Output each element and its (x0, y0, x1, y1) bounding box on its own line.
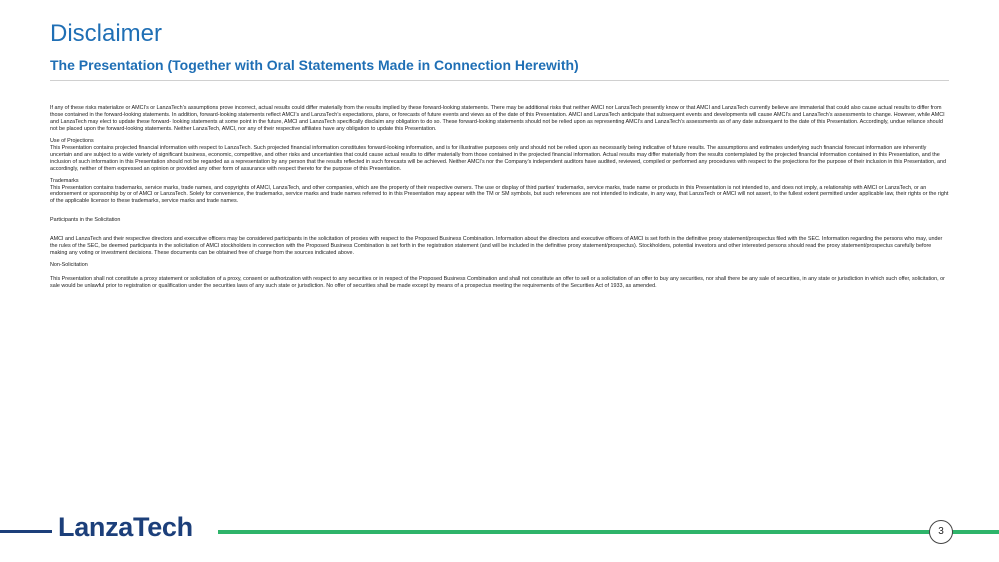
page-number: 3 (929, 520, 953, 544)
footer-bar-right (218, 530, 999, 534)
projections-paragraph: This Presentation contains projected financial information with respect to LanzaTech. Such projected financial information constitutes forward-looking information, and is for illustrative purposes only and should not be relied upon as necessarily being indicative of future results. The assumptions and estimates underlying such financial forecast information are inherently uncertain and are subject to a wide variety of significant business, economic, competitive, and other risks and uncertainties that could cause actual results to differ materially from those contained in the projected financial information. Actual results may differ materially from the results contemplated by the projected financial information contained in this Presentation, and the inclusion of such information in this Presentation should not be regarded as a representation by any person that the results reflected in such forecasts will be achieved. Neither AMCI’s nor the Company’s independent auditors have audited, reviewed, compiled or performed any procedures with respect to the projections for the purpose of their inclusion in this Presentation, and accordingly, neither of them expressed an opinion or provided any other form of assurance with respect thereto for the purpose of this Presentation. (50, 144, 947, 172)
intro-paragraph: If any of these risks materialize or AMCI’s or LanzaTech’s assumptions prove incorrect, actual results could differ materially from the results implied by these forward-looking statements. There may be additional risks that neither AMCI nor LanzaTech presently know or that AMCI and LanzaTech currently believe are immaterial that could also cause actual results to differ from those contained in the forward-looking statements. In addition, forward-looking statements reflect AMCI’s and LanzaTech’s expectations, plans, or forecasts of future events and views as of the date of this Presentation. AMCI and LanzaTech anticipate that subsequent events and developments will cause AMCI’s and LanzaTech’s assessments to change. However, while AMCI and LanzaTech may elect to update these forward- looking statements at some point in the future, AMCI and LanzaTech specifically disclaim any obligation to do so. These forward-looking statements should not be relied upon as representing AMCI’s and LanzaTech’s assessments as of any date subsequent to the date of this Presentation. Accordingly, undue reliance should not be placed upon the forward-looking statements. Neither LanzaTech, AMCI, nor any of their respective affiliates have any obligation to update this Presentation. (50, 105, 945, 132)
trademarks-paragraph: This Presentation contains trademarks, service marks, trade names, and copyrights of AMCI, LanzaTech, and other companies, which are the property of their respective owners. The use or display of third parties’ trademarks, service marks, trade name or products in this Presentation is not intended to, and does not imply, a relationship with AMCI or LanzaTech, or an endorsement or sponsorship by or of AMCI or LanzaTech. Solely for convenience, the trademarks, service marks and trade names referred to in this Presentation may appear with the TM or SM symbols, but such references are not intended to indicate, in any way, that LanzaTech or AMCI will not assert, to the fullest extent permitted under applicable law, their rights or the right of the applicable licensor to these trademarks, service marks and trade names. (50, 184, 949, 205)
page-title: Disclaimer (50, 20, 163, 47)
participants-paragraph: AMCI and LanzaTech and their respective directors and executive officers may be considered participants in the solicitation of proxies with respect to the Proposed Business Combination. Information about the directors and executive officers of AMCI is set forth in the definitive proxy statement/prospectus filed with the SEC. Information regarding the persons who may, under the rules of the SEC, be deemed participants in the solicitation of AMCI stockholders in connection with the Proposed Business Combination is set forth in the registration statement (and will be included in the definitive proxy statement/prospectus). Stockholders, potential investors and other interested persons should read the proxy statement/prospectus carefully before making any voting or investment decisions. These documents can be obtained free of charge from the sources indicated above. (50, 236, 943, 257)
nonsolicitation-heading: Non-Solicitation (50, 262, 88, 269)
trademarks-heading: Trademarks (50, 177, 79, 184)
lanzatech-logo: LanzaTech (58, 512, 193, 542)
page-subtitle: The Presentation (Together with Oral Statements Made in Connection Herewith) (50, 57, 579, 73)
disclaimer-body (50, 105, 950, 290)
footer-bar-left (0, 530, 52, 533)
nonsolicitation-paragraph: This Presentation shall not constitute a proxy statement or solicitation of a proxy, consent or authorization with respect to any securities or in respect of the Proposed Business Combination and shall not constitute an offer to sell or a solicitation of an offer to buy any securities, nor shall there be any sale of securities, in any state or jurisdiction in which such offer, solicitation, or sale would be unlawful prior to registration or qualification under the securities laws of any such state or jurisdiction. No offer of securities shall be made except by means of a prospectus meeting the requirements of the Securities Act of 1933, as amended. (50, 276, 945, 290)
participants-heading: Participants in the Solicitation (50, 217, 121, 224)
projections-heading: Use of Projections (50, 137, 94, 144)
title-divider (50, 80, 949, 81)
